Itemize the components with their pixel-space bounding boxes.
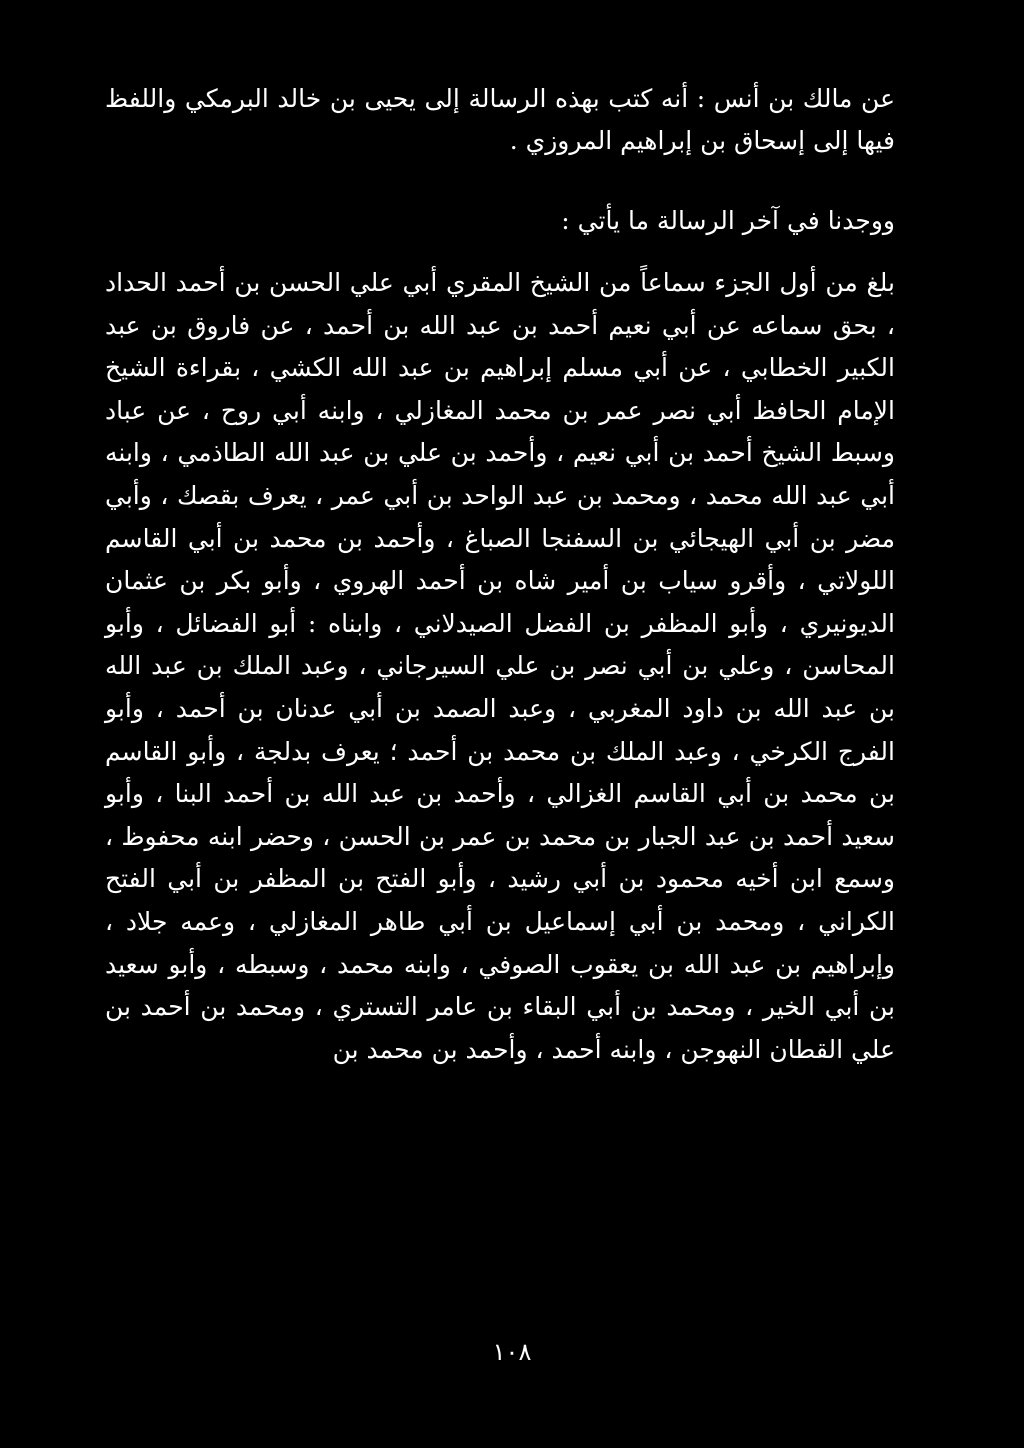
intro-paragraph: عن مالك بن أنس : أنه كتب بهذه الرسالة إلى يحيى بن خالد البرمكي واللفظ فيها إلى إسحاق بن إبراهيم المروزي .	[105, 84, 895, 155]
page-number: ١٠٨	[492, 1338, 532, 1366]
lead-line: ووجدنا في آخر الرسالة ما يأتي :	[561, 206, 895, 235]
document-page	[105, 78, 895, 1071]
body-paragraph: بلغ من أول الجزء سماعاً من الشيخ المقري أبي علي الحسن بن أحمد الحداد ، بحق سماعه عن أبي نعيم أحمد بن عبد الله بن أحمد ، عن فاروق بن عبد الكبير الخطابي ، عن أبي مسلم إبراهيم بن عبد الله الكشي ، بقراءة الشيخ الإمام الحافظ أبي نصر عمر بن محمد المغازلي ، وابنه أبي روح ، عن عباد وسبط الشيخ أحمد بن أبي نعيم ، وأحمد بن علي بن عبد الله الطاذمي ، وابنه أبي عبد الله محمد ، ومحمد بن عبد الواحد بن أبي عمر ، يعرف بقصك ، وأبي مضر بن أبي الهيجائي بن السفنجا الصباغ ، وأحمد بن محمد بن أبي القاسم اللولاتي ، وأقرو سياب بن أمير شاه بن أحمد الهروي ، وأبو بكر بن عثمان الديونيري ، وأبو المظفر بن الفضل الصيدلاني ، وابناه : أبو الفضائل ، وأبو المحاسن ، وعلي بن أبي نصر بن علي السيرجاني ، وعبد الملك بن عبد الله بن عبد الله بن داود المغربي ، وعبد الصمد بن أبي عدنان بن أحمد ، وأبو الفرج الكرخي ، وعبد الملك بن محمد بن أحمد ؛ يعرف بدلجة ، وأبو القاسم بن محمد بن أبي القاسم الغزالي ، وأحمد بن عبد الله بن أحمد البنا ، وأبو سعيد أحمد بن عبد الجبار بن محمد بن عمر بن الحسن ، وحضر ابنه محفوظ ، وسمع ابن أخيه محمود بن أبي رشيد ، وأبو الفتح بن المظفر بن أبي الفتح الكراني ، ومحمد بن أبي إسماعيل بن أبي طاهر المغازلي ، وعمه جلاد ، وإبراهيم بن عبد الله بن يعقوب الصوفي ، وابنه محمد ، وسبطه ، وأبو سعيد بن أبي الخير ، ومحمد بن أبي البقاء بن عامر التستري ، ومحمد بن أحمد بن علي القطان النهوجن ، وابنه أحمد ، وأحمد بن محمد بن	[105, 268, 895, 1064]
